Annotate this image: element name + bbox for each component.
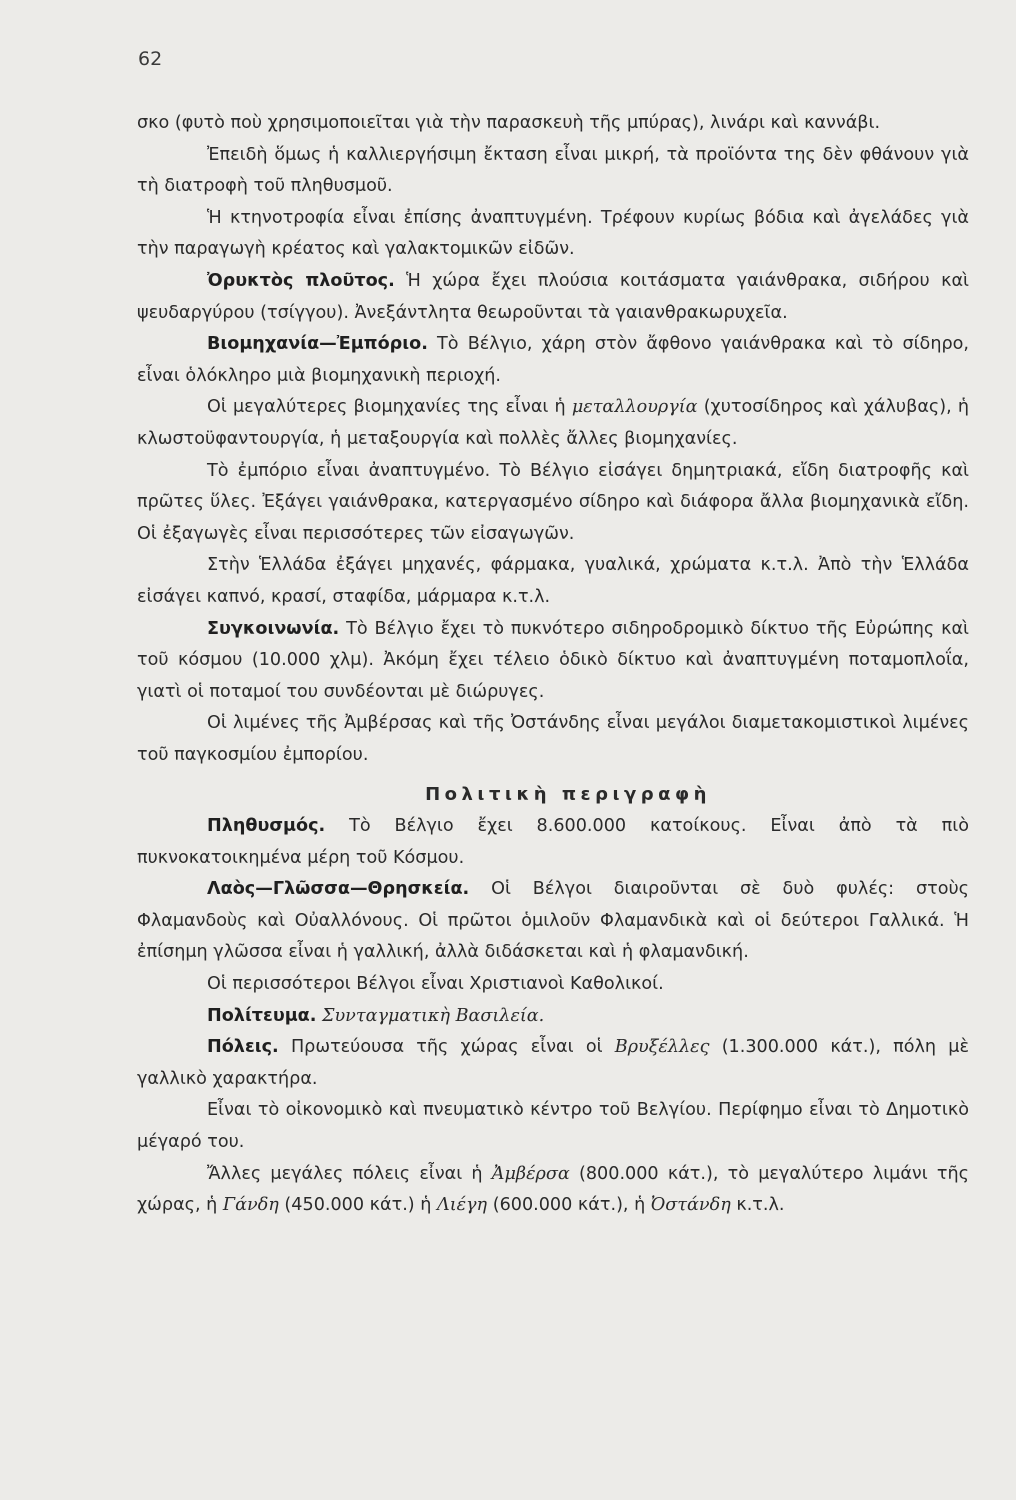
paragraph: Ἡ κτηνοτροφία εἶναι ἐπίσης ἀναπτυγμένη. Τρέφουν κυρίως βόδια καὶ ἀγελάδες γιὰ τὴν παραγωγὴ κρέατος καὶ γαλακτομικῶν εἰδῶν.	[137, 207, 969, 260]
paragraph	[137, 329, 969, 392]
paragraph	[137, 392, 969, 455]
paragraph-text: (800.000 κάτ.), τὸ μεγαλύτερο λιμάνι τῆς χώρας, ἡ	[137, 1163, 969, 1216]
section-title: Πολιτικὴ περιγραφὴ	[425, 784, 711, 806]
paragraph-text: Οἱ Βέλγοι διαιροῦνται σὲ δυὸ φυλές: στοὺς Φλαμανδοὺς καὶ Οὐαλλόνους. Οἱ πρῶτοι ὁμιλοῦν Φλαμανδικὰ καὶ οἱ δεύτεροι Γαλλικά. Ἡ ἐπίσημη γλῶσσα εἶναι ἡ γαλλική, ἀλλὰ διδάσκεται καὶ ἡ φλαμανδική.	[137, 879, 969, 963]
paragraph-text: (450.000 κάτ.) ἡ	[278, 1195, 437, 1216]
paragraph	[137, 811, 969, 874]
paragraph-text: Τὸ Βέλγιο ἔχει τὸ πυκνότερο σιδηροδρομικὸ δίκτυο τῆς Εὐρώπης καὶ τοῦ κόσμου (10.000 χλμ). Ἀκόμη ἔχει τέλειο ὁδικὸ δίκτυο καὶ ἀναπτυγμένη ποταμοπλοΐα, γιατὶ οἱ ποταμοί του συνδέονται μὲ διώρυγες.	[137, 618, 969, 702]
page-number: 62	[138, 48, 163, 70]
paragraph-text: Ἄλλες μεγάλες πόλεις εἶναι ἡ	[207, 1163, 492, 1184]
paragraph-heading: Πόλεις.	[207, 1037, 279, 1058]
page-content	[137, 108, 969, 1222]
paragraph: Οἱ λιμένες τῆς Ἀμβέρσας καὶ τῆς Ὀστάνδης εἶναι μεγάλοι διαμετακομιστικοὶ λιμένες τοῦ παγκοσμίου ἐμπορίου.	[137, 713, 969, 765]
paragraph-text: κ.τ.λ.	[730, 1195, 785, 1216]
paragraph-heading: Βιομηχανία—Ἐμπόριο.	[207, 334, 428, 355]
italic-term: Ὀστάνδη	[650, 1195, 731, 1216]
paragraph	[137, 1001, 969, 1033]
paragraph: Τὸ ἐμπόριο εἶναι ἀναπτυγμένο. Τὸ Βέλγιο εἰσάγει δημητριακά, εἴδη διατροφῆς καὶ πρῶτες ὕλες. Ἐξάγει γαιάνθρακα, κατεργασμένο σίδηρο καὶ διάφορα ἄλλα βιομηχανικὰ εἴδη. Οἱ ἐξαγωγὲς εἶναι περισσότερες τῶν εἰσαγωγῶν.	[137, 460, 969, 544]
paragraph: σκο (φυτὸ ποὺ χρησιμοποιεῖται γιὰ τὴν παρασκευὴ τῆς μπύρας), λινάρι καὶ καννάβι.	[137, 113, 881, 133]
paragraph-text: (600.000 κάτ.), ἡ	[487, 1195, 651, 1216]
paragraph	[137, 1032, 969, 1095]
paragraph-text: (1.300.000 κάτ.), πόλη μὲ γαλλικὸ χαρακτήρα.	[137, 1037, 969, 1089]
paragraph	[137, 874, 969, 969]
italic-term: μεταλλουργία	[571, 397, 698, 418]
paragraph-text: Τὸ Βέλγιο ἔχει 8.600.000 κατοίκους. Εἶναι ἀπὸ τὰ πιὸ πυκνοκατοικημένα μέρη τοῦ Κόσμου.	[137, 816, 969, 868]
paragraph: Οἱ περισσότεροι Βέλγοι εἶναι Χριστιανοὶ Καθολικοί.	[207, 974, 664, 995]
paragraph-text: Τὸ Βέλγιο, χάρη στὸν ἄφθονο γαιάνθρακα καὶ τὸ σίδηρο, εἶναι ὁλόκληρο μιὰ βιομηχανικὴ περιοχή.	[137, 334, 969, 386]
paragraph: Στὴν Ἑλλάδα ἐξάγει μηχανές, φάρμακα, γυαλικά, χρώματα κ.τ.λ. Ἀπὸ τὴν Ἑλλάδα εἰσάγει καπνό, κρασί, σταφίδα, μάρμαρα κ.τ.λ.	[137, 555, 969, 607]
paragraph	[137, 1159, 969, 1222]
paragraph: Εἶναι τὸ οἰκονομικὸ καὶ πνευματικὸ κέντρο τοῦ Βελγίου. Περίφημο εἶναι τὸ Δημοτικὸ μέγαρό του.	[137, 1100, 969, 1152]
paragraph	[137, 266, 969, 329]
paragraph	[137, 614, 969, 709]
italic-term: Βρυξέλλες	[614, 1037, 710, 1058]
italic-term: Γάνδη	[222, 1195, 279, 1216]
paragraph-heading: Ὀρυκτὸς πλοῦτος.	[207, 270, 395, 291]
paragraph-text: Ἡ χώρα ἔχει πλούσια κοιτάσματα γαιάνθρακα, σιδήρου καὶ ψευδαργύρου (τσίγγου). Ἀνεξάντλητα θεωροῦνται τὰ γαιανθρακωρυχεῖα.	[137, 270, 969, 323]
paragraph-text: Οἱ μεγαλύτερες βιομηχανίες της εἶναι ἡ	[207, 397, 572, 418]
paragraph-heading: Λαὸς—Γλῶσσα—Θρησκεία.	[207, 879, 470, 900]
paragraph: Ἐπειδὴ ὅμως ἡ καλλιεργήσιμη ἔκταση εἶναι μικρή, τὰ προϊόντα της δὲν φθάνουν γιὰ τὴ διατροφὴ τοῦ πληθυσμοῦ.	[137, 144, 969, 197]
paragraph-heading: Συγκοινωνία.	[207, 618, 340, 639]
italic-term: Ἀμβέρσα	[491, 1163, 570, 1184]
paragraph-text: Πρωτεύουσα τῆς χώρας εἶναι οἱ	[278, 1037, 615, 1058]
paragraph-heading: Πολίτευμα.	[207, 1005, 317, 1026]
paragraph-heading: Πληθυσμός.	[207, 816, 326, 837]
italic-term: Συνταγματικὴ Βασιλεία.	[316, 1005, 545, 1026]
paragraph-text: (χυτοσίδηρος καὶ χάλυβας), ἡ κλωστοϋφαντουργία, ἡ μεταξουργία καὶ πολλὲς ἄλλες βιομηχανίες.	[137, 397, 970, 449]
italic-term: Λιέγη	[437, 1195, 488, 1216]
